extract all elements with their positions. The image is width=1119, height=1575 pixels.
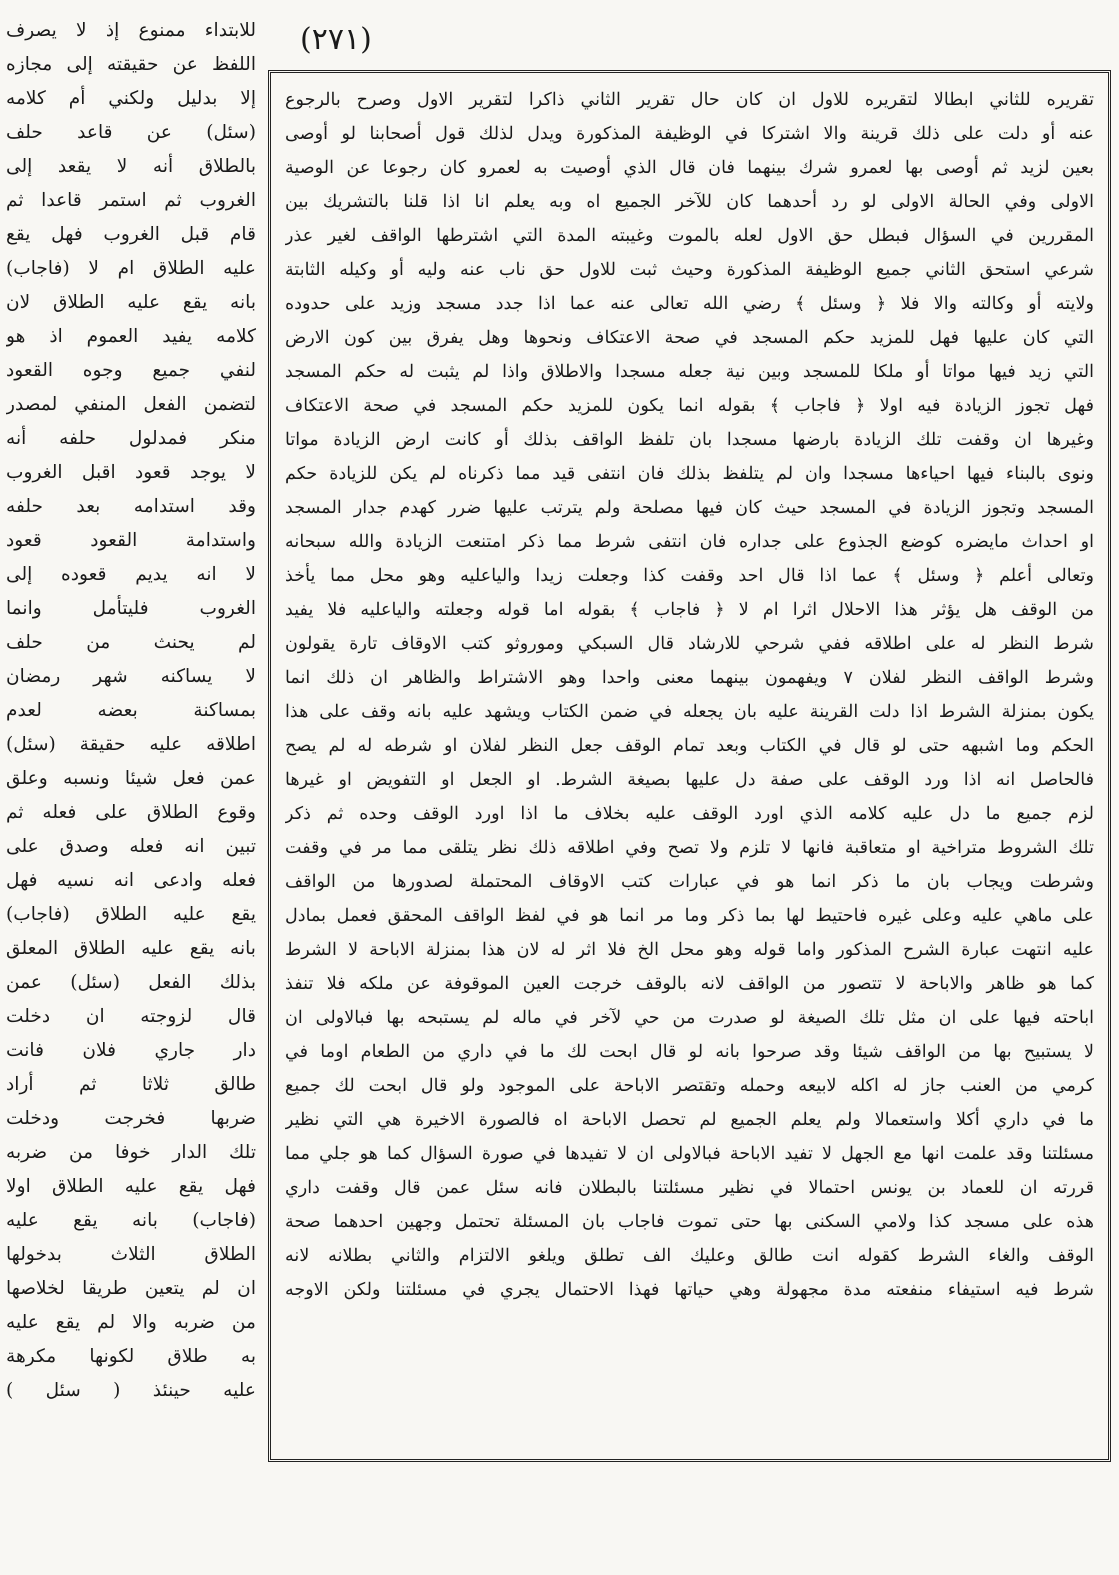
main-text-frame [268, 70, 1111, 1462]
margin-text-line: (فاجاب) بانه يقع عليه [6, 1210, 256, 1231]
main-text-line: هذه على مسجد كذا ولامي السكنى بها حتى تموت فاجاب بان المسئلة تحتمل وجهين احدهما صحة [285, 1212, 1094, 1232]
main-text-body [285, 83, 1094, 1307]
margin-text-line: عليه الطلاق ام لا (فاجاب) [6, 258, 256, 279]
main-text-line: وتعالى أعلم ﴿ وسئل ﴾ عما اذا قال احد وقفت كذا وجعلت زيدا والياعليه وهو محل مما يأخذ [285, 566, 1094, 586]
margin-text-line: يقع عليه الطلاق (فاجاب) [6, 904, 256, 925]
margin-text-line: قال لزوجته ان دخلت [6, 1006, 256, 1027]
main-text-line: ونوى بالبناء فيها احياءها مسجدا وان لم يتلفظ بذلك فان انتفى قيد مما ذكرناه لم يكن للزيادة حكم [285, 464, 1094, 484]
margin-text-line: لتضمن الفعل المنفي لمصدر [6, 394, 256, 415]
main-text-line: كرمي من العنب جاز له اكله لابيعه وحمله وتقتصر الاباحة على الموجود ولو قال ابحت لك جميع [285, 1076, 1094, 1096]
margin-text-line: فهل يقع عليه الطلاق اولا [6, 1176, 256, 1197]
margin-column [6, 14, 256, 1408]
margin-text-line: فعله وادعى انه نسيه فهل [6, 870, 256, 891]
margin-text-line: تلك الدار خوفا من ضربه [6, 1142, 256, 1163]
main-text-line: او احداث مايضره كوضع الجذوع على جداره فان انتفى شرط مما ذكر امتنعت الزيادة والله سبحانه [285, 532, 1094, 552]
margin-text-line: لا يوجد قعود اقبل الغروب [6, 462, 256, 483]
margin-text-line: وقد استدامه بعد حلفه [6, 496, 256, 517]
margin-text-line: من ضربه والا لم يقع عليه [6, 1312, 256, 1333]
margin-text-line: ضربها فخرجت ودخلت [6, 1108, 256, 1129]
margin-text-line: الغروب فليتأمل وانما [6, 598, 256, 619]
main-text-line: عنه أو دلت على ذلك قرينة والا اشتركا في الوظيفة المذكورة ويدل لذلك قول أصحابنا لو أوصى [285, 124, 1094, 144]
main-text-line: شرعي استحق الثاني جميع الوظيفة المذكورة وحيث ثبت للاول حق ناب عنه وليه أو وكيله الثابتة [285, 260, 1094, 280]
main-text-line: فالحاصل انه اذا ورد الوقف على صفة دل عليها بصيغة الشرط. او الجعل او التفويض او غيرها [285, 770, 1094, 790]
main-text-line: عليه انتهت عبارة الشرح المذكور واما قوله وهو محل الخ فلا اثر له لان هذا بمنزلة الاباحة لا الشرط [285, 940, 1094, 960]
main-text-line: شرط فيه استيفاء منفعته مدة مجهولة وهي حياتها فهذا الاحتمال يجري في مسئلتنا ولكن الاوجه [285, 1280, 1094, 1300]
margin-text-line: ان لم يتعين طريقا لخلاصها [6, 1278, 256, 1299]
main-text-line: التي زيد فيها مواتا أو ملكا للمسجد وبين نية جعله مسجدا والاطلاق واذا لم يثبت له حكم المسجد [285, 362, 1094, 382]
margin-text-line: دار جاري فلان فانت [6, 1040, 256, 1061]
main-text-line: ما في داري أكلا واستعمالا ولم يعلم الجميع لم تحصل الاباحة اه فالصورة الاخيرة هي التي نظير [285, 1110, 1094, 1130]
margin-text-line: الغروب ثم استمر قاعدا ثم [6, 190, 256, 211]
main-text-line: فهل تجوز الزيادة فيه اولا ﴿ فاجاب ﴾ بقوله انما يكون للمزيد حكم المسجد في صحة الاعتكاف [285, 396, 1094, 416]
main-text-line: وغيرها ان وقفت تلك الزيادة بارضها مسجدا بان تلفظ الواقف بذلك أو كانت ارض الزيادة مواتا [285, 430, 1094, 450]
main-text-line: وشرطت ويجاب بان ما ذكر انما هو في عبارات كتب الاوقاف المحتملة لصدورها من الواقف [285, 872, 1094, 892]
margin-text-line: واستدامة القعود قعود [6, 530, 256, 551]
main-text-line: على ماهي عليه وعلى غيره فاحتيط لها بما ذكر وما مر انما هو في لفظ الواقف المحقق فعمل بمادل [285, 906, 1094, 926]
main-text-line: يكون بمنزلة الشرط اذا دلت القرينة عليه بان يجعله في ضمن الكتاب ويشهد عليه بانه وقف على هذا [285, 702, 1094, 722]
main-text-line: بعين لزيد ثم أوصى بها لعمرو شرك بينهما فان قال الذي أوصيت به لعمرو كان رجوعا عن الوصية [285, 158, 1094, 178]
main-text-line: وشرط الواقف النظر لفلان ٧ ويفهمون بينهما معنى واحدا وهو الاشتراط والظاهر ان ذلك انما [285, 668, 1094, 688]
margin-text-line: عمن فعل شيئا ونسبه وعلق [6, 768, 256, 789]
margin-text-line: لنفي جميع وجوه القعود [6, 360, 256, 381]
margin-text-line: الطلاق الثلاث بدخولها [6, 1244, 256, 1265]
margin-text-line: وقوع الطلاق على فعله ثم [6, 802, 256, 823]
main-text-line: المقررين في السؤال فبطل حق الاول لعله بالموت وغيبته المدة التي اشترطها الواقف لغير عذر [285, 226, 1094, 246]
margin-text-line: منكر فمدلول حلفه أنه [6, 428, 256, 449]
margin-text-line: طالق ثلاثا ثم أراد [6, 1074, 256, 1095]
margin-text-line: لا انه يديم قعوده إلى [6, 564, 256, 585]
margin-text-line: لم يحنث من حلف [6, 632, 256, 653]
margin-text-line: كلامه يفيد العموم اذ هو [6, 326, 256, 347]
main-text-line: ولايته أو وكالته والا فلا ﴿ وسئل ﴾ رضي الله تعالى عنه عما اذا جدد مسجد وزيد على حدوده [285, 294, 1094, 314]
main-text-line: اباحته فيها على ان مثل تلك الصيغة لو صدرت من حي لآخر في ماله لم يستبحه بها فبالاولى ان [285, 1008, 1094, 1028]
page-number: (٢٧١) [300, 22, 372, 57]
margin-text-line: بذلك الفعل (سئل) عمن [6, 972, 256, 993]
main-text-line: من الوقف هل يؤثر هذا الاحلال اثرا ام لا ﴿ فاجاب ﴾ بقوله اما قوله وجعلته والياعليه فلا يفيد [285, 600, 1094, 620]
margin-text-line: بالطلاق أنه لا يقعد إلى [6, 156, 256, 177]
margin-text-line: قام قبل الغروب فهل يقع [6, 224, 256, 245]
margin-text-line: إلا بدليل ولكني أم كلامه [6, 88, 256, 109]
margin-text-line: عليه حينئذ ( سئل ) [6, 1380, 256, 1401]
main-text-line: مسئلتنا وقد علمت انها مع الجهل لا تفيد الاباحة فبالاولى ان لا تفيدها في صورة السؤال كما هو جلي مما [285, 1144, 1094, 1164]
main-text-line: لا يستبيح بها من الواقف شيئا وقد صرحوا بانه لو قال ابحت لك ما في داري من الطعام اوما في [285, 1042, 1094, 1062]
margin-text-line: اللفظ عن حقيقته إلى مجازه [6, 54, 256, 75]
margin-text-line: لا يساكنه شهر رمضان [6, 666, 256, 687]
main-text-line: لزم جميع ما دل عليه كلامه الذي اورد الوقف عليه بخلاف ما اذا اورد الوقف وحده ثم ذكر [285, 804, 1094, 824]
main-text-line: الوقف والغاء الشرط كقوله انت طالق وعليك الف تطلق ويلغو الالتزام والثاني بطلانه لانه [285, 1246, 1094, 1266]
margin-text-line: تبين انه فعله وصدق على [6, 836, 256, 857]
margin-text-line: اطلاقه عليه حقيقة (سئل) [6, 734, 256, 755]
margin-text-line: بانه يقع عليه الطلاق المعلق [6, 938, 256, 959]
margin-text-line: (سئل) عن قاعد حلف [6, 122, 256, 143]
margin-text-line: للابتداء ممنوع إذ لا يصرف [6, 20, 256, 41]
main-text-line: تلك الشروط متراخية او متعاقبة فانها لا تلزم ولا تصح وفي اطلاقه ذلك نظر يتلقى مما مر في وقفت [285, 838, 1094, 858]
main-text-line: الاولى وفي الحالة الاولى لو رد أحدهما كان للآخر الجميع اه وبه يعلم انا اذا قلنا بالتشريك بين [285, 192, 1094, 212]
main-text-line: كما هو ظاهر والاباحة لا تتصور من الواقف لانه بالوقف خرجت العين الموقوفة عن ملكه فلا تنفذ [285, 974, 1094, 994]
margin-text-line: بمساكنة بعضه لعدم [6, 700, 256, 721]
main-text-line: شرط النظر له على اطلاقه ففي شرحي للارشاد قال السبكي وموروثو كتب الاوقاف تارة يقولون [285, 634, 1094, 654]
margin-text-line: به طلاق لكونها مكرهة [6, 1346, 256, 1367]
main-text-line: المسجد وتجوز الزيادة في المسجد حيث كان فيها مصلحة ولم يترتب عليها ضرر كهدم جدار المسجد [285, 498, 1094, 518]
main-text-line: تقريره للثاني ابطالا لتقريره للاول ان كان حال تقرير الثاني ذاكرا لتقرير الاول وصرح بالرجوع [285, 90, 1094, 110]
margin-text-line: بانه يقع عليه الطلاق لان [6, 292, 256, 313]
main-text-line: التي كان عليها فهل للمزيد حكم المسجد في صحة الاعتكاف ونحوها وهل يفرق بين كون الارض [285, 328, 1094, 348]
main-text-line: قررته ان للعماد بن يونس احتمالا في نظير مسئلتنا بالبطلان فانه سئل عمن قال وقفت داري [285, 1178, 1094, 1198]
main-text-line: الحكم وما اشبهه حتى لو قال في الكتاب وبعد تمام الوقف جعل النظر لفلان او شرطه له لم يصح [285, 736, 1094, 756]
